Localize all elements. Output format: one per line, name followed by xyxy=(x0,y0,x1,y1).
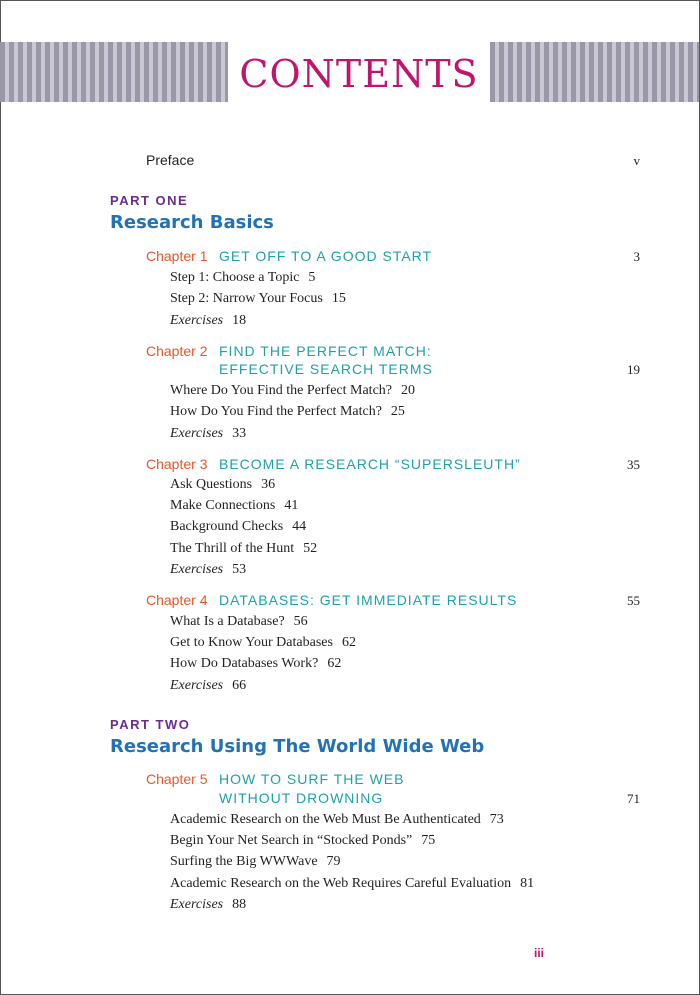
toc-entry[interactable] xyxy=(170,656,341,672)
toc-entry[interactable] xyxy=(170,614,308,630)
toc-entry-text: Exercises xyxy=(170,562,224,577)
header-stripes-left xyxy=(0,42,228,102)
folio-page-number: iii xyxy=(534,946,545,960)
chapter-number: Chapter 3 xyxy=(146,456,208,472)
part-title: Research Using The World Wide Web xyxy=(110,736,485,757)
chapter-title-line-2[interactable]: EFFECTIVE SEARCH TERMS xyxy=(219,361,433,377)
toc-entry-text: Make Connections xyxy=(170,498,276,513)
toc-entry-text: Surfing the Big WWWave xyxy=(170,854,318,869)
toc-entry[interactable] xyxy=(170,635,356,651)
chapter-page: 3 xyxy=(633,249,640,264)
toc-entry-text: Exercises xyxy=(170,313,224,328)
chapter-page: 19 xyxy=(627,362,640,377)
toc-entry-page: 79 xyxy=(326,854,341,869)
toc-entry-page: 62 xyxy=(327,656,342,671)
toc-entry-page: 41 xyxy=(284,498,299,513)
toc-entry[interactable] xyxy=(170,812,504,828)
chapter-page: 71 xyxy=(627,791,640,806)
toc-entry[interactable] xyxy=(170,291,346,307)
toc-entry-exercises[interactable] xyxy=(170,562,246,578)
toc-entry-page: 81 xyxy=(520,876,535,891)
toc-entry[interactable] xyxy=(170,404,405,420)
toc-entry-exercises[interactable] xyxy=(170,426,246,442)
toc-entry-page: 62 xyxy=(341,635,356,650)
chapter-title[interactable]: BECOME A RESEARCH “SUPERSLEUTH” xyxy=(219,456,521,472)
toc-entry-page: 33 xyxy=(232,426,247,441)
toc-entry[interactable] xyxy=(170,270,315,286)
toc-entry-page: 25 xyxy=(390,404,405,419)
toc-entry-text: How Do You Find the Perfect Match? xyxy=(170,404,382,419)
part-label: PART TWO xyxy=(110,717,191,732)
toc-entry-text: Exercises xyxy=(170,678,224,693)
toc-entry-text: Begin Your Net Search in “Stocked Ponds” xyxy=(170,833,413,848)
chapter-number: Chapter 5 xyxy=(146,771,208,787)
toc-entry[interactable] xyxy=(170,477,275,493)
toc-entry-page: 53 xyxy=(232,562,247,577)
toc-entry-page: 56 xyxy=(293,614,308,629)
toc-entry-page: 20 xyxy=(401,383,416,398)
toc-entry-page: 73 xyxy=(489,812,504,827)
part-label: PART ONE xyxy=(110,193,189,208)
toc-entry-text: Academic Research on the Web Must Be Authenticated xyxy=(170,812,481,827)
chapter-title[interactable]: HOW TO SURF THE WEB xyxy=(219,771,405,787)
chapter-title-line-2[interactable]: WITHOUT DROWNING xyxy=(219,790,384,806)
toc-entry[interactable] xyxy=(170,541,317,557)
toc-entry-text: Step 2: Narrow Your Focus xyxy=(170,291,323,306)
toc-entry-page: 88 xyxy=(232,897,247,912)
toc-entry-page: 5 xyxy=(308,270,316,285)
toc-preface-page: v xyxy=(633,153,640,168)
toc-entry[interactable] xyxy=(170,854,341,870)
toc-entry[interactable] xyxy=(170,383,415,399)
chapter-number: Chapter 2 xyxy=(146,343,208,359)
header-stripes-right xyxy=(490,42,699,102)
toc-entry-exercises[interactable] xyxy=(170,897,246,913)
toc-entry[interactable] xyxy=(170,519,306,535)
toc-entry-page: 52 xyxy=(303,541,318,556)
toc-entry-page: 75 xyxy=(421,833,436,848)
toc-entry-text: Step 1: Choose a Topic xyxy=(170,270,300,285)
page-title: CONTENTS xyxy=(239,52,479,96)
toc-entry-text: The Thrill of the Hunt xyxy=(170,541,295,556)
chapter-title[interactable]: GET OFF TO A GOOD START xyxy=(219,248,433,264)
toc-entry-text: How Do Databases Work? xyxy=(170,656,319,671)
toc-entry-page: 18 xyxy=(232,313,247,328)
toc-entry-text: Background Checks xyxy=(170,519,284,534)
toc-preface-label[interactable]: Preface xyxy=(146,152,195,168)
toc-entry-text: Exercises xyxy=(170,897,224,912)
toc-entry-text: What Is a Database? xyxy=(170,614,285,629)
chapter-number: Chapter 4 xyxy=(146,592,208,608)
toc-entry-text: Academic Research on the Web Requires Careful Evaluation xyxy=(170,876,512,891)
chapter-title[interactable]: FIND THE PERFECT MATCH: xyxy=(219,343,432,359)
chapter-number: Chapter 1 xyxy=(146,248,208,264)
toc-entry-page: 36 xyxy=(261,477,276,492)
toc-entry-exercises[interactable] xyxy=(170,678,246,694)
toc-entry-text: Ask Questions xyxy=(170,477,253,492)
toc-entry-exercises[interactable] xyxy=(170,313,246,329)
toc-entry-page: 44 xyxy=(292,519,307,534)
chapter-page: 55 xyxy=(627,593,640,608)
toc-entry[interactable] xyxy=(170,833,435,849)
toc-entry[interactable] xyxy=(170,498,298,514)
chapter-page: 35 xyxy=(627,457,640,472)
chapter-title[interactable]: DATABASES: GET IMMEDIATE RESULTS xyxy=(219,592,518,608)
part-title: Research Basics xyxy=(110,212,274,233)
toc-entry[interactable] xyxy=(170,876,534,892)
toc-entry-text: Where Do You Find the Perfect Match? xyxy=(170,383,393,398)
toc-entry-text: Exercises xyxy=(170,426,224,441)
toc-entry-text: Get to Know Your Databases xyxy=(170,635,333,650)
toc-entry-page: 15 xyxy=(331,291,346,306)
toc-entry-page: 66 xyxy=(232,678,247,693)
